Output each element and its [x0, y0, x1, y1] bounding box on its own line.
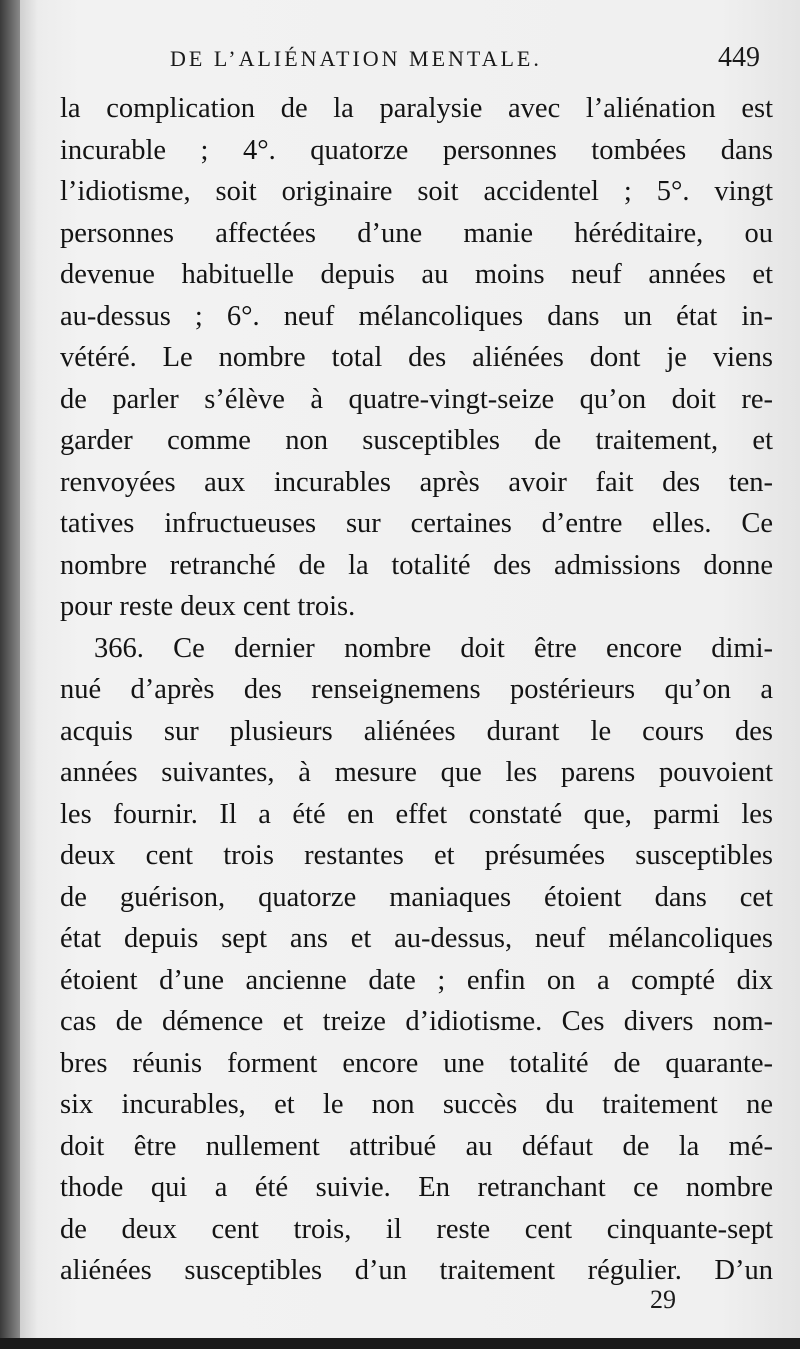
page-number: 449	[718, 42, 760, 73]
text-line: de deux cent trois, il reste cent cinquante-sept	[60, 1213, 773, 1245]
signature-mark: 29	[650, 1285, 676, 1314]
text-line: incurable ; 4°. quatorze personnes tombées dans	[60, 134, 773, 166]
body-text	[60, 88, 773, 1292]
text-line: thode qui a été suivie. En retranchant ce nombre	[60, 1172, 773, 1203]
text-line: de guérison, quatorze maniaques étoient dans cet	[60, 881, 773, 913]
text-line: au-dessus ; 6°. neuf mélancoliques dans un état in-	[60, 300, 773, 332]
text-line: doit être nullement attribué au défaut de la mé-	[60, 1130, 773, 1162]
text-line: années suivantes, à mesure que les parens pouvoient	[60, 757, 773, 788]
text-line: deux cent trois restantes et présumées susceptibles	[60, 840, 773, 871]
text-line: aliénées susceptibles d’un traitement régulier. D’un	[60, 1255, 773, 1286]
text-line: nué d’après des renseignemens postérieurs qu’on a	[60, 674, 773, 705]
text-line: étoient d’une ancienne date ; enfin on a compté dix	[60, 964, 773, 996]
book-page	[20, 0, 800, 1338]
text-line: renvoyées aux incurables après avoir fait des ten-	[60, 466, 773, 498]
text-line: les fournir. Il a été en effet constaté que, parmi les	[60, 798, 773, 830]
text-line: nombre retranché de la totalité des admissions donne	[60, 549, 773, 581]
text-line: garder comme non susceptibles de traitement, et	[60, 425, 773, 456]
scan-bottom-edge	[0, 1338, 800, 1349]
text-line: cas de démence et treize d’idiotisme. Ces divers nom-	[60, 1006, 773, 1037]
text-line: état depuis sept ans et au-dessus, neuf mélancoliques	[60, 923, 773, 954]
text-line: la complication de la paralysie avec l’aliénation est	[60, 93, 773, 124]
paragraph-start-line: 366. Ce dernier nombre doit être encore dimi-	[94, 632, 773, 664]
text-line: devenue habituelle depuis au moins neuf années et	[60, 259, 773, 290]
text-line: pour reste deux cent trois.	[60, 591, 356, 622]
running-title: DE L’ALIÉNATION MENTALE.	[170, 46, 542, 71]
text-line: de parler s’élève à quatre-vingt-seize qu’on doit re-	[60, 383, 773, 415]
text-line: l’idiotisme, soit originaire soit accidentel ; 5°. vingt	[60, 176, 773, 207]
text-line: personnes affectées d’une manie héréditaire, ou	[60, 217, 773, 249]
text-line: acquis sur plusieurs aliénées durant le cours des	[60, 715, 773, 747]
page-header	[170, 40, 760, 90]
text-line: vétéré. Le nombre total des aliénées dont je viens	[60, 342, 773, 373]
text-line: tatives infructueuses sur certaines d’entre elles. Ce	[60, 508, 773, 539]
book-gutter	[0, 0, 20, 1338]
text-line: six incurables, et le non succès du traitement ne	[60, 1089, 773, 1120]
text-line: bres réunis forment encore une totalité de quarante-	[60, 1047, 773, 1079]
